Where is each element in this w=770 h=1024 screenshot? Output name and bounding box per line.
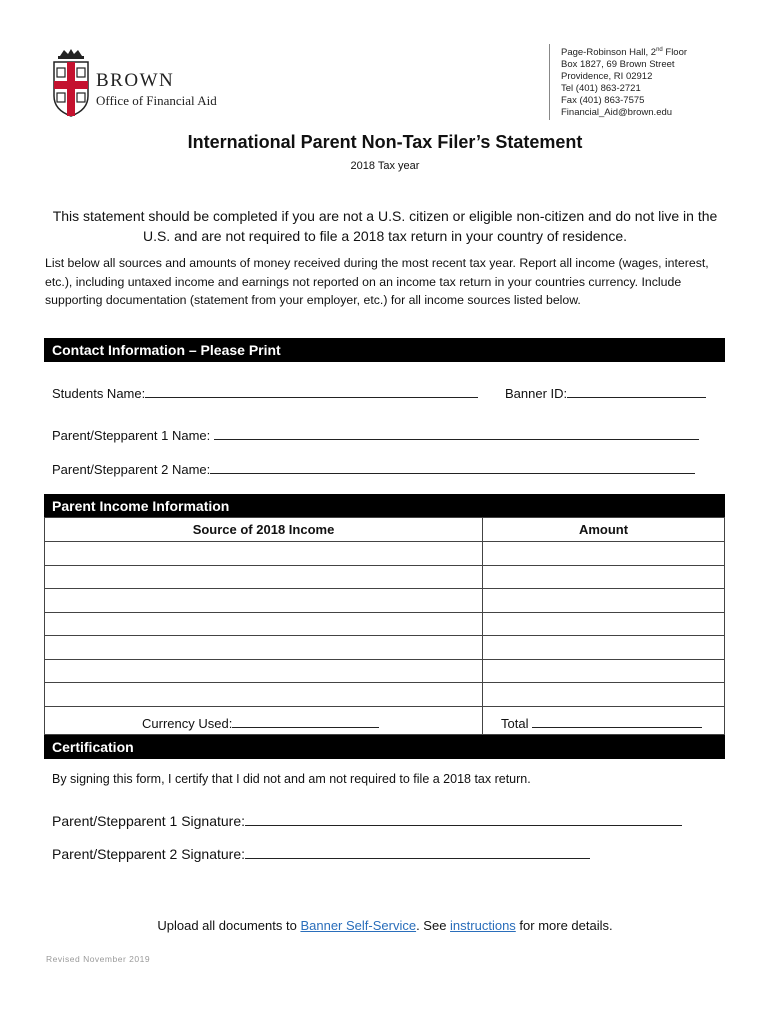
office-address bbox=[549, 44, 761, 120]
parent2-name-line[interactable] bbox=[210, 460, 695, 474]
address-line-2: Box 1827, 69 Brown Street bbox=[561, 59, 675, 71]
parent2-signature-label: Parent/Stepparent 2 Signature: bbox=[52, 846, 246, 862]
currency-used-field[interactable] bbox=[142, 714, 379, 731]
currency-used-label: Currency Used: bbox=[142, 716, 233, 731]
upload-middle-text: . See bbox=[416, 918, 451, 933]
total-field[interactable] bbox=[501, 714, 702, 731]
address-line-5: Fax (401) 863-7575 bbox=[561, 95, 645, 107]
parent1-signature-label: Parent/Stepparent 1 Signature: bbox=[52, 813, 246, 829]
upload-prefix-text: Upload all documents to bbox=[157, 918, 301, 933]
table-row bbox=[45, 541, 724, 542]
currency-used-line[interactable] bbox=[232, 714, 379, 728]
income-section-header: Parent Income Information bbox=[44, 494, 725, 518]
parent1-name-label: Parent/Stepparent 1 Name: bbox=[52, 428, 214, 443]
student-name-field[interactable] bbox=[52, 384, 478, 401]
income-table bbox=[44, 517, 725, 735]
banner-self-service-link[interactable]: Banner Self-Service bbox=[300, 918, 417, 933]
banner-id-field[interactable] bbox=[505, 384, 706, 401]
certification-text: By signing this form, I certify that I did not and am not required to file a 2018 tax return. bbox=[52, 772, 531, 786]
brown-shield-logo bbox=[52, 48, 90, 118]
form-title: International Parent Non-Tax Filer’s Statement bbox=[187, 132, 583, 152]
address-line-4: Tel (401) 863-2721 bbox=[561, 83, 641, 95]
total-line[interactable] bbox=[532, 714, 702, 728]
instructions-paragraph: List below all sources and amounts of money received during the most recent tax year. Report all income (wages, interest, etc.), including untaxed income and earnings not reported on an income tax return in your countries currency. Include supporting documentation (statement from your employer, etc.) for all income sources listed below. bbox=[45, 256, 709, 307]
address-email: Financial_Aid@brown.edu bbox=[561, 107, 673, 119]
table-row[interactable] bbox=[45, 612, 724, 613]
parent1-signature-field[interactable] bbox=[52, 812, 682, 829]
total-label: Total bbox=[501, 716, 533, 731]
student-name-label: Students Name: bbox=[52, 386, 146, 401]
form-subtitle: 2018 Tax year bbox=[350, 160, 420, 172]
revision-note: Revised November 2019 bbox=[46, 954, 151, 964]
upload-suffix-text: for more details. bbox=[515, 918, 613, 933]
parent1-signature-line[interactable] bbox=[245, 812, 682, 826]
certification-section-header: Certification bbox=[44, 735, 725, 759]
parent2-signature-field[interactable] bbox=[52, 845, 590, 862]
table-row[interactable] bbox=[45, 565, 724, 566]
parent2-name-label: Parent/Stepparent 2 Name: bbox=[52, 462, 211, 477]
table-row[interactable] bbox=[45, 635, 724, 636]
parent2-signature-line[interactable] bbox=[245, 845, 590, 859]
contact-section-header: Contact Information – Please Print bbox=[44, 338, 725, 362]
upload-instructions bbox=[0, 918, 770, 933]
banner-id-label: Banner ID: bbox=[505, 386, 568, 401]
brand-name: BROWN bbox=[96, 70, 175, 91]
table-row[interactable] bbox=[45, 682, 724, 683]
student-name-line[interactable] bbox=[145, 384, 478, 398]
column-divider bbox=[482, 518, 483, 734]
parent1-name-line[interactable] bbox=[214, 426, 699, 440]
office-name: Office of Financial Aid bbox=[96, 93, 217, 108]
amount-column-header: Amount bbox=[578, 522, 629, 537]
parent1-name-field[interactable] bbox=[52, 426, 699, 443]
address-line-1: Page-Robinson Hall, 2nd Floor bbox=[561, 47, 688, 59]
intro-paragraph: This statement should be completed if you are not a U.S. citizen or eligible non-citizen and do not live in the U.S. and are not required to file a 2018 tax return in your country of residence. bbox=[52, 208, 718, 244]
table-row[interactable] bbox=[45, 706, 724, 707]
source-column-header: Source of 2018 Income bbox=[192, 522, 335, 537]
table-row[interactable] bbox=[45, 588, 724, 589]
banner-id-line[interactable] bbox=[567, 384, 706, 398]
instructions-link[interactable]: instructions bbox=[450, 918, 516, 933]
table-row[interactable] bbox=[45, 659, 724, 660]
parent2-name-field[interactable] bbox=[52, 460, 695, 477]
address-line-3: Providence, RI 02912 bbox=[561, 71, 653, 83]
